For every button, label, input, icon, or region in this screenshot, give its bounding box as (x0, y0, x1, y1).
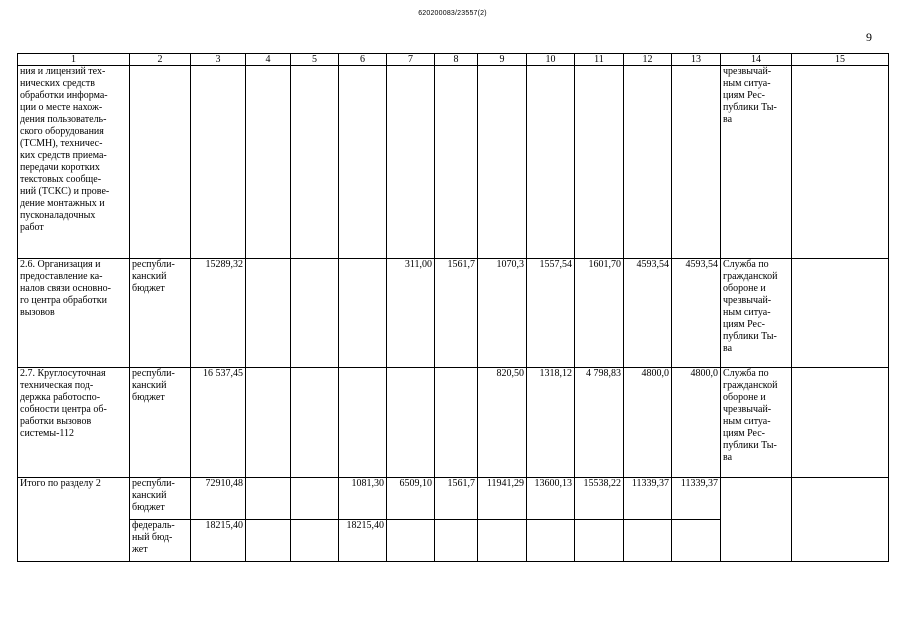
column-number: 3 (191, 54, 246, 66)
cell-value (575, 520, 624, 562)
column-number: 9 (478, 54, 527, 66)
cell-value: 11339,37 (624, 478, 672, 520)
column-number: 13 (672, 54, 721, 66)
cell-value (246, 520, 291, 562)
cell-value (478, 66, 527, 259)
cell-value (339, 66, 387, 259)
cell-value (291, 259, 339, 368)
cell-value: 4800,0 (624, 368, 672, 478)
column-number: 7 (387, 54, 435, 66)
cell-value: 1561,7 (435, 259, 478, 368)
cell-value: 15538,22 (575, 478, 624, 520)
funding-source (130, 66, 191, 259)
event-description: ния и лицензий тех- нических средств обработки информа- ции о месте нахож- дения пользователь- ского оборудования (ТСМН), техничес- ких средств приема- передачи коротких текстовых сообще- ний (ТСКС) и прове- дение монтажных и пусконаладочных работ (18, 66, 130, 259)
cell-value: 4800,0 (672, 368, 721, 478)
cell-value (387, 368, 435, 478)
cell-value: 4593,54 (624, 259, 672, 368)
cell-value: 18215,40 (339, 520, 387, 562)
cell-total: 72910,48 (191, 478, 246, 520)
cell-value: 1557,54 (527, 259, 575, 368)
section-total-label: Итого по разделу 2 (18, 478, 130, 562)
cell-value (246, 368, 291, 478)
cell-value (435, 520, 478, 562)
responsible-executor: чрезвычай- ным ситуа- циям Рес- публики Ты- ва (721, 66, 792, 259)
cell-value (435, 66, 478, 259)
cell-total: 16 537,45 (191, 368, 246, 478)
cell-value (478, 520, 527, 562)
cell-value (387, 520, 435, 562)
column-number: 12 (624, 54, 672, 66)
cell-value (291, 368, 339, 478)
cell-value (527, 520, 575, 562)
cell-total (191, 66, 246, 259)
column-number: 2 (130, 54, 191, 66)
cell-value (246, 66, 291, 259)
funding-source: республи- канский бюджет (130, 368, 191, 478)
column-number-row (18, 54, 889, 66)
cell-value: 1081,30 (339, 478, 387, 520)
cell-value: 1561,7 (435, 478, 478, 520)
funding-source: республи- канский бюджет (130, 259, 191, 368)
cell-value: 1601,70 (575, 259, 624, 368)
cell-value: 13600,13 (527, 478, 575, 520)
cell-notes (792, 368, 889, 478)
cell-value: 11941,29 (478, 478, 527, 520)
responsible-executor (721, 478, 792, 562)
event-description: 2.7. Круглосуточная техническая под- держка работоспо- собности центра об- работки вызовов системы-112 (18, 368, 130, 478)
column-number: 6 (339, 54, 387, 66)
cell-value (672, 66, 721, 259)
cell-value (291, 66, 339, 259)
budget-table (17, 53, 889, 562)
cell-value: 1318,12 (527, 368, 575, 478)
cell-value (246, 478, 291, 520)
cell-value (246, 259, 291, 368)
cell-value: 820,50 (478, 368, 527, 478)
cell-value (624, 520, 672, 562)
cell-value: 4593,54 (672, 259, 721, 368)
table-row-2-7 (18, 368, 889, 478)
column-number: 4 (246, 54, 291, 66)
table-row-total-regional (18, 478, 889, 520)
cell-value (339, 368, 387, 478)
page-number: 9 (866, 30, 872, 44)
column-number: 5 (291, 54, 339, 66)
cell-notes (792, 478, 889, 562)
column-number: 1 (18, 54, 130, 66)
table-row-continuation (18, 66, 889, 259)
column-number: 8 (435, 54, 478, 66)
funding-source: федераль- ный бюд- жет (130, 520, 191, 562)
cell-value (291, 520, 339, 562)
responsible-executor: Служба по гражданской обороне и чрезвычай- ным ситуа- циям Рес- публики Ты- ва (721, 259, 792, 368)
cell-value (624, 66, 672, 259)
table-row-2-6 (18, 259, 889, 368)
cell-value: 6509,10 (387, 478, 435, 520)
event-description: 2.6. Организация и предоставление ка- налов связи основно- го центра обработки вызовов (18, 259, 130, 368)
cell-value: 1070,3 (478, 259, 527, 368)
cell-value (527, 66, 575, 259)
cell-value: 311,00 (387, 259, 435, 368)
column-number: 10 (527, 54, 575, 66)
cell-value (435, 368, 478, 478)
cell-value (672, 520, 721, 562)
cell-value (291, 478, 339, 520)
cell-notes (792, 259, 889, 368)
cell-total: 18215,40 (191, 520, 246, 562)
funding-source: республи- канский бюджет (130, 478, 191, 520)
cell-value (387, 66, 435, 259)
column-number: 15 (792, 54, 889, 66)
document-id: 620200083/23557(2) (418, 10, 487, 17)
column-number: 14 (721, 54, 792, 66)
cell-notes (792, 66, 889, 259)
cell-value: 4 798,83 (575, 368, 624, 478)
cell-total: 15289,32 (191, 259, 246, 368)
cell-value: 11339,37 (672, 478, 721, 520)
responsible-executor: Служба по гражданской обороне и чрезвычай- ным ситуа- циям Рес- публики Ты- ва (721, 368, 792, 478)
cell-value (575, 66, 624, 259)
cell-value (339, 259, 387, 368)
column-number: 11 (575, 54, 624, 66)
